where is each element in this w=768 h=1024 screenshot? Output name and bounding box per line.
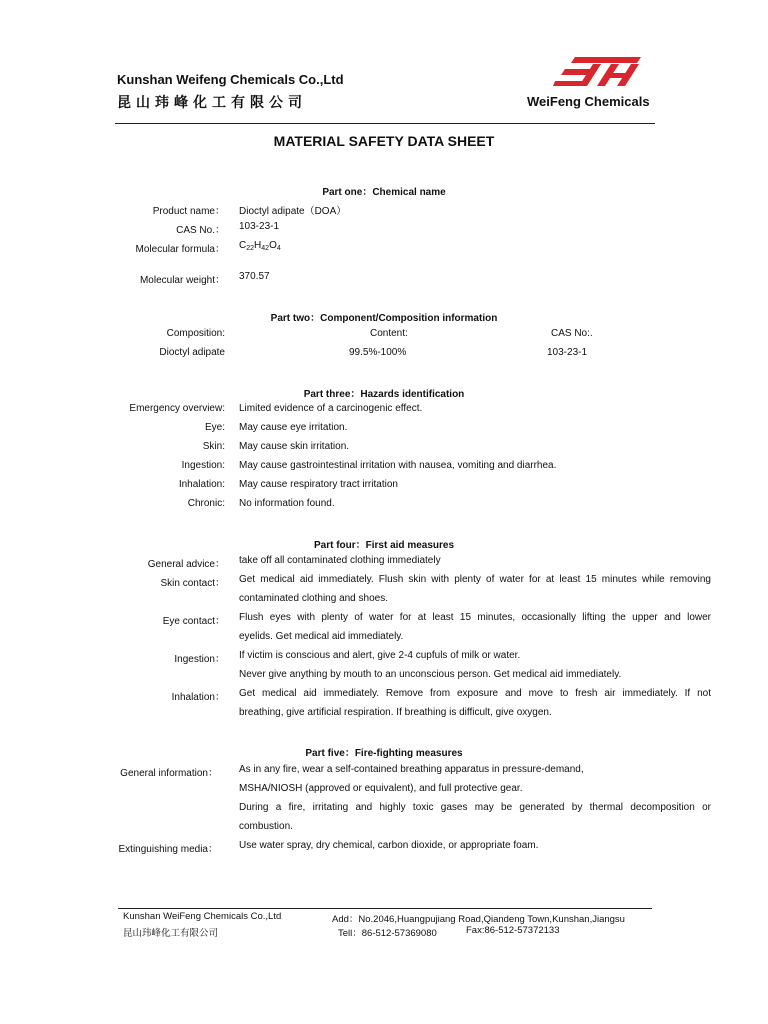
footer-fax: Fax:86-512-57372133 [466, 925, 560, 936]
product-name-label: Product name： [152, 206, 225, 217]
content-header: Content: [370, 328, 408, 339]
text-line: Never give anything by mouth to an unconscious person. Get medical aid immediately. [239, 669, 622, 680]
document-title: MATERIAL SAFETY DATA SHEET [273, 133, 495, 149]
weifeng-logo [553, 55, 643, 87]
text-line: combustion. [239, 821, 293, 832]
general-information-label: General information： [120, 768, 218, 779]
general-advice-value: take off all contaminated clothing immediately [239, 555, 441, 566]
text-line: If victim is conscious and alert, give 2-4 cupfuls of milk or water. [239, 650, 521, 661]
eye-contact-label: Eye contact： [162, 616, 225, 627]
hazard-label: Eye: [204, 422, 225, 433]
company-name-en: Kunshan Weifeng Chemicals Co.,Ltd [117, 72, 344, 87]
ingestion-value [239, 646, 711, 684]
section-title-part-two: Part two：Component/Composition information [270, 313, 498, 324]
footer-company-cn: 昆山玮峰化工有限公司 [123, 928, 219, 939]
skin-contact-value [239, 570, 711, 608]
hazard-label: Ingestion: [181, 460, 225, 471]
hazard-value: May cause respiratory tract irritation [239, 479, 398, 490]
hazard-value: May cause eye irritation. [239, 422, 348, 433]
general-advice-label: General advice： [147, 559, 225, 570]
hazard-label: Skin: [202, 441, 225, 452]
cas-label: CAS No.： [176, 225, 225, 236]
text-line: contaminated clothing and shoes. [239, 593, 388, 604]
inhalation-label: Inhalation： [171, 692, 225, 703]
skin-contact-label: Skin contact： [160, 578, 225, 589]
text-line: Get medical aid immediately. Flush skin with plenty of water for at least 15 minutes while removing [239, 574, 711, 585]
text-line: During a fire, irritating and highly toxic gases may be generated by thermal decomposition or [239, 802, 711, 813]
cas-value: 103-23-1 [239, 221, 280, 232]
text-line: MSHA/NIOSH (approved or equivalent), and full protective gear. [239, 783, 523, 794]
molecular-formula-label: Molecular formula： [135, 244, 225, 255]
company-name-cn: 昆山玮峰化工有限公司 [117, 95, 307, 111]
text-line: breathing, give artificial respiration. If breathing is difficult, give oxygen. [239, 707, 552, 718]
hazard-value: May cause skin irritation. [239, 441, 350, 452]
hazard-label: Emergency overview: [129, 403, 225, 414]
hazard-label: Chronic: [187, 498, 225, 509]
product-name-value: Dioctyl adipate（DOA） [239, 206, 347, 217]
extinguishing-media-label: Extinguishing media： [118, 844, 218, 855]
hazard-value: Limited evidence of a carcinogenic effect. [239, 403, 423, 414]
footer-divider [118, 908, 652, 909]
hazard-value: No information found. [239, 498, 335, 509]
composition-header: Composition: [166, 328, 225, 339]
section-title-part-four: Part four：First aid measures [313, 540, 455, 551]
text-line: eyelids. Get medical aid immediately. [239, 631, 404, 642]
section-title-part-three: Part three：Hazards identification [303, 389, 465, 400]
content-value: 99.5%-100% [349, 347, 407, 358]
extinguishing-media-value: Use water spray, dry chemical, carbon dioxide, or appropriate foam. [239, 840, 539, 851]
hazard-label: Inhalation: [178, 479, 225, 490]
molecular-weight-label: Molecular weight： [139, 275, 225, 286]
molecular-weight-value: 370.57 [239, 271, 270, 282]
general-information-value [239, 760, 711, 836]
hazard-value: May cause gastrointestinal irritation with nausea, vomiting and diarrhea. [239, 460, 557, 471]
text-line: Flush eyes with plenty of water for at least 15 minutes, occasionally lifting the upper and lower [239, 612, 711, 623]
footer-company-en: Kunshan WeiFeng Chemicals Co.,Ltd [123, 911, 282, 922]
eye-contact-value [239, 608, 711, 646]
molecular-formula-value: $C_{22}H_{42}O_4$ [239, 240, 281, 252]
text-line: Get medical aid immediately. Remove from exposure and move to fresh air immediately. If not [239, 688, 711, 699]
section-title-part-five: Part five：Fire-fighting measures [305, 748, 463, 759]
ingestion-label: Ingestion： [174, 654, 225, 665]
section-title-part-one: Part one：Chemical name [322, 187, 446, 198]
footer-address: Add：No.2046,Huangpujiang Road,Qiandeng Town,Kunshan,Jiangsu [332, 914, 625, 925]
header-divider [115, 123, 655, 124]
brand-name: WeiFeng Chemicals [527, 94, 650, 109]
composition-value: Dioctyl adipate [159, 347, 225, 358]
composition-cas-value: 103-23-1 [547, 347, 588, 358]
footer-tel: Tell：86-512-57369080 [338, 928, 437, 939]
text-line: As in any fire, wear a self-contained breathing apparatus in pressure-demand, [239, 764, 584, 775]
cas-header: CAS No:. [551, 328, 593, 339]
inhalation-value [239, 684, 711, 722]
